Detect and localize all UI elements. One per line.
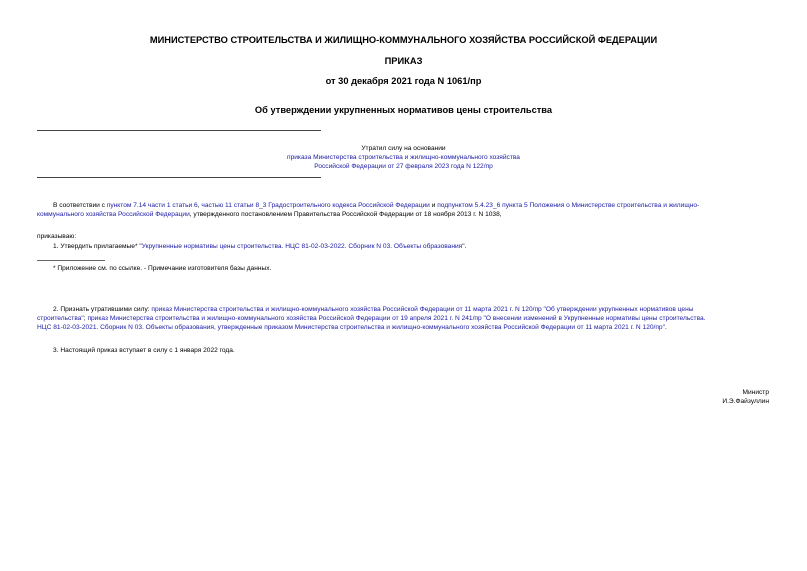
link-order-120[interactable]: приказ Министерства строительства и жилищно-коммунального хозяйства Российской Федерации от 11 марта 2021 г. N 120/пр "Об утверждении укрупненных нормативов цены [151, 306, 694, 313]
item-2-sep: ; [83, 315, 88, 322]
item-2-end: . [664, 324, 667, 331]
signature-position: Министр [742, 389, 769, 396]
link-article6[interactable]: пунктом 7.14 части 1 статьи 6 [106, 202, 198, 209]
item-3: 3. Настоящий приказ вступает в силу с 1 января 2022 года. [53, 347, 235, 354]
footnote-divider [37, 260, 105, 261]
item-2-line1 [53, 307, 693, 314]
link-order-241[interactable]: приказ Министерства строительства и жилищно-коммунального хозяйства Российской Федерации от 19 апреля 2021 г. N 241/пр "О внесении изменений в Укрупненные нормативы цены строительства. [87, 315, 706, 322]
link-regulation-cont[interactable]: коммунального хозяйства Российской Федерации [37, 211, 190, 218]
order-word: приказываю: [37, 233, 77, 240]
preamble-text: В соответствии с [53, 202, 107, 209]
item-2-prefix: 2. Признать утратившими силу: [53, 306, 152, 313]
divider-bottom [37, 177, 321, 178]
item-2-line2 [37, 316, 706, 323]
link-gradcode[interactable]: частью 11 статьи 8_3 Градостроительного кодекса Российской Федерации [201, 202, 430, 209]
item-1 [53, 244, 466, 251]
preamble-rest: , утвержденного постановлением Правительства Российской Федерации от 18 ноября 2013 г. N 1038, [189, 211, 502, 218]
status-note-link-line1[interactable]: приказа Министерства строительства и жилищно-коммунального хозяйства [287, 154, 520, 161]
footnote: * Приложение см. по ссылке. - Примечание изготовителя базы данных. [53, 265, 272, 272]
signature-name: И.Э.Файзуллин [722, 398, 769, 405]
divider-top [37, 130, 321, 131]
status-note-line1: Утратил силу на основании [361, 145, 446, 152]
link-regulation[interactable]: подпунктом 5.4.23_6 пункта 5 Положения о Министерстве строительства и жилищно- [437, 202, 700, 209]
item-1-suffix: ". [462, 243, 467, 250]
preamble-line1 [53, 203, 699, 210]
link-order-120-cont[interactable]: строительства" [37, 315, 84, 322]
preamble-line2 [37, 212, 502, 219]
item-2-line3 [37, 325, 667, 332]
preamble-sep: , [197, 202, 202, 209]
link-order-241-cont[interactable]: НЦС 81-02-03-2021. Сборник N 03. Объекты образования, утвержденные приказом Министерства строительства и жилищно-коммунального хозяйства Российской Федерации от 11 марта 2021 г. N 120/пр" [37, 324, 665, 331]
ministry-header: МИНИСТЕРСТВО СТРОИТЕЛЬСТВА И ЖИЛИЩНО-КОММУНАЛЬНОГО ХОЗЯЙСТВА РОССИЙСКОЙ ФЕДЕРАЦИИ [149, 35, 658, 45]
item-1-prefix: 1. Утвердить прилагаемые* " [53, 243, 142, 250]
document-date-number: от 30 декабря 2021 года N 1061/пр [325, 76, 482, 86]
status-note-link-line2[interactable]: Российской Федерации от 27 февраля 2023 года N 122/пр [314, 163, 493, 170]
document-title: Об утверждении укрупненных нормативов цены строительства [254, 105, 553, 115]
link-ncs-2022[interactable]: Укрупненные нормативы цены строительства. НЦС 81-02-03-2022. Сборник N 03. Объекты образования [141, 243, 463, 250]
preamble-and: и [429, 202, 438, 209]
document-type: ПРИКАЗ [384, 56, 423, 66]
